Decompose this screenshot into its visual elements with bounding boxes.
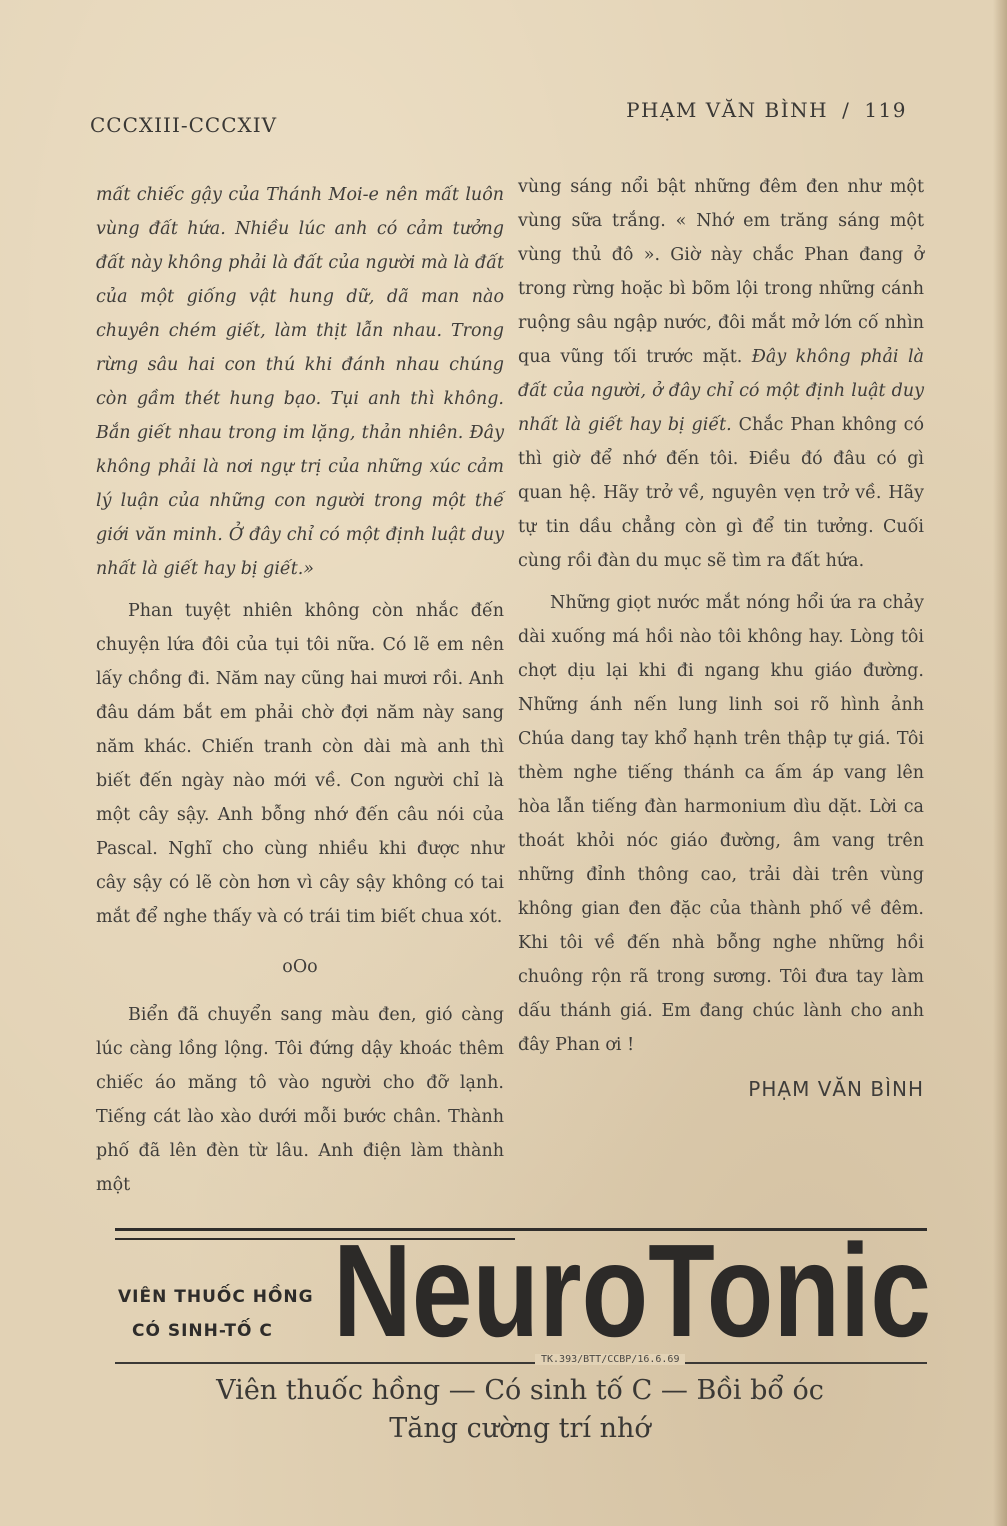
ad-tagline-line-2: Tăng cường trí nhớ <box>389 1413 651 1444</box>
ad-permit-code: TK.393/BTT/CCBP/16.6.69 <box>535 1354 685 1365</box>
page-header-author <box>626 98 907 122</box>
ad-bottom-rule <box>115 1354 927 1365</box>
ad-tagline <box>110 1372 930 1448</box>
left-paragraph-1: Phan tuyệt nhiên không còn nhắc đến chuyện lứa đôi của tụi tôi nữa. Có lẽ em nên lấy chồng đi. Năm nay cũng hai mươi rồi. Anh đâu dám bắt em phải chờ đợi năm này sang năm khác. Chiến tranh còn dài mà anh thì biết đến ngày nào mới về. Con người chỉ là một cây sậy. Anh bỗng nhớ đến câu nói của Pascal. Nghĩ cho cùng nhiều khi được như cây sậy có lẽ còn hơn vì cây sậy không có tai mắt để nghe thấy và có trái tim biết chua xót. <box>96 601 504 927</box>
section-separator: oOo <box>282 957 318 977</box>
brand-logo-svg <box>333 1226 933 1346</box>
header-author-name: PHẠM VĂN BÌNH <box>626 98 829 122</box>
left-paragraph-2: Biển đã chuyển sang màu đen, gió càng lúc càng lồng lộng. Tôi đứng dậy khoác thêm chiếc áo măng tô vào người cho đỡ lạnh. Tiếng cát lào xào dưới mỗi bước chân. Thành phố đã lên đèn từ lâu. Anh điện làm thành một <box>96 1005 504 1195</box>
ad-tagline-line-1: Viên thuốc hồng — Có sinh tố C — Bồi bổ óc <box>216 1375 824 1406</box>
left-quote-paragraph: mất chiếc gậy của Thánh Moi-e nên mất luôn vùng đất hứa. Nhiều lúc anh có cảm tưởng đất này không phải là đất của người mà là đất của một giống vật hung dữ, dã man nào chuyên chém giết, làm thịt lẫn nhau. Trong rừng sâu hai con thú khi đánh nhau chúng còn gầm thét hung bạo. Tụi anh thì không. Bắn giết nhau trong im lặng, thản nhiên. Đây không phải là nơi ngự trị của những xúc cảm lý luận của những con người trong một thế giới văn minh. Ở đây chỉ có một định luật duy nhất là giết hay bị giết.» <box>96 185 504 579</box>
page-header-section-number: CCCXIII-CCCXIV <box>90 113 278 137</box>
page-number: 119 <box>864 98 907 122</box>
right-column <box>518 170 924 1106</box>
right-paragraph-1-end: Chắc Phan không có thì giờ để nhớ đến tôi. Điều đó đâu có gì quan hệ. Hãy trở về, nguyên vẹn trở về. Hãy tự tin dầu chẳng còn gì để tin tưởng. Cuối cùng rồi đàn du mục sẽ tìm ra đất hứa. <box>518 415 924 571</box>
right-paragraph-1-quote: Đây không phải là đất của người, ở đây chỉ có một định luật duy nhất là giết hay bị giết. <box>518 347 924 435</box>
header-separator: / <box>842 98 851 122</box>
author-signature: PHẠM VĂN BÌNH <box>748 1077 924 1101</box>
ad-small-line-1: VIÊN THUỐC HỒNG <box>118 1287 314 1307</box>
page-edge-shadow <box>993 0 1007 1526</box>
ad-small-caption <box>118 1280 314 1348</box>
right-paragraph-1-start: vùng sáng nổi bật những đêm đen như một vùng sữa trắng. « Nhớ em trăng sáng một vùng thủ đô ». Giờ này chắc Phan đang ở trong rừng hoặc bì bõm lội trong những cánh ruộng sâu ngập nước, đôi mắt mở lớn cố nhìn qua vũng tối trước mặt. <box>518 177 924 367</box>
left-column <box>96 178 504 1202</box>
ad-small-line-2: CÓ SINH-TỐ C <box>132 1321 273 1341</box>
right-paragraph-2: Những giọt nước mắt nóng hổi ứa ra chảy dài xuống má hồi nào tôi không hay. Lòng tôi chợt dịu lại khi đi ngang khu giáo đường. Những ánh nến lung linh soi rõ hình ảnh Chúa dang tay khổ hạnh trên thập tự giá. Tôi thèm nghe tiếng thánh ca ấm áp vang lên hòa lẫn tiếng đàn harmonium dìu dặt. Lời ca thoát khỏi nóc giáo đường, âm vang trên những đỉnh thông cao, trải dài trên vùng không gian đen đặc của thành phố về đêm. Khi tôi về đến nhà bỗng nghe những hồi chuông rộn rã trong sương. Tôi đưa tay làm dấu thánh giá. Em đang chúc lành cho anh đây Phan ơi ! <box>518 593 924 1055</box>
right-paragraph-1 <box>518 170 924 578</box>
brand-name: NeuroTonic <box>333 1226 931 1346</box>
ad-brand-logo <box>333 1226 933 1346</box>
